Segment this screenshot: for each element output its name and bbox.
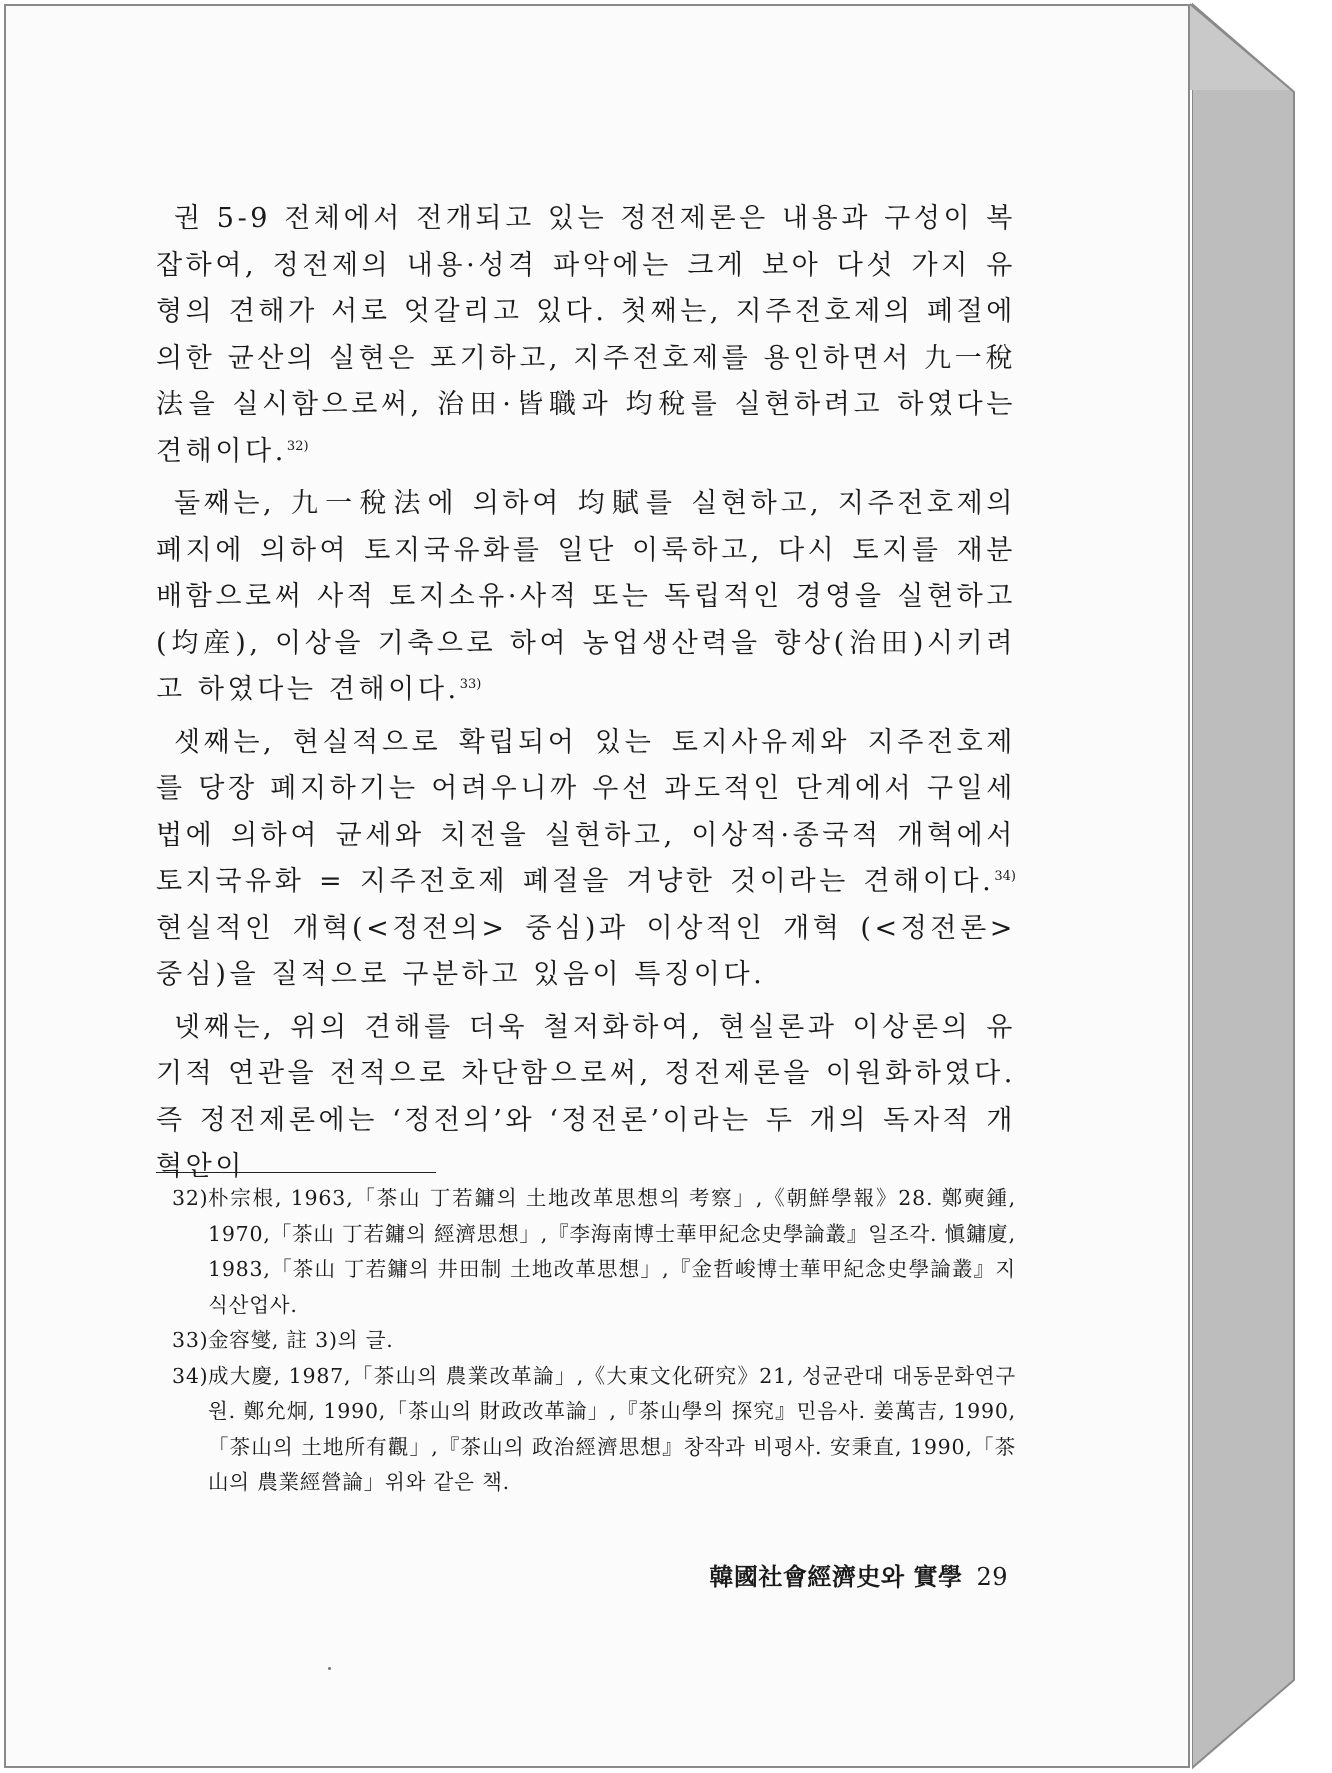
paragraph-2-text: 둘째는, 九一稅法에 의하여 均賦를 실현하고, 지주전호제의 폐지에 의하여 토지국유화를 일단 이룩하고, 다시 토지를 재분배함으로써 사적 토지소유·사적 또는 독립적인 경영을 실현하고(均産), 이상을 기축으로 하여 농업생산력을 향상(治田)시키려고 하였다는 견해이다. bbox=[156, 488, 1016, 705]
footnote-ref-33: 33) bbox=[459, 677, 482, 692]
footnote-number: 33) bbox=[172, 1328, 209, 1352]
paragraph-3-text-after: 현실적인 개혁(<정전의> 중심)과 이상적인 개혁 (<정전론> 중심)을 질적으로 구분하고 있음이 특징이다. bbox=[156, 912, 1016, 990]
footnote-number: 34) bbox=[172, 1363, 209, 1388]
book-title: 韓國社會經濟史와 實學 bbox=[709, 1562, 963, 1591]
footnote-32 bbox=[156, 1181, 1016, 1323]
paragraph-1-text: 권 5-9 전체에서 전개되고 있는 정전제론은 내용과 구성이 복잡하여, 정전제의 내용·성격 파악에는 크게 보아 다섯 가지 유형의 견해가 서로 엇갈리고 있다. 첫째는, 지주전호제의 폐절에 의한 균산의 실현은 포기하고, 지주전호제를 용인하면서 九一稅法을 실시함으로써, 治田·皆職과 均稅를 실현하려고 하였다는 견해이다. bbox=[156, 203, 1016, 467]
paragraph-2 bbox=[156, 481, 1016, 714]
footnote-text: 金容燮, 註 3)의 글. bbox=[208, 1328, 394, 1352]
body-text bbox=[156, 196, 1016, 1197]
footnote-text: 成大慶, 1987,「茶山의 農業改革論」,《大東文化硏究》21, 성균관대 대동문화연구원. 鄭允炯, 1990,「茶山의 財政改革論」,『茶山學의 探究』민음사. 姜萬吉, 1990,「茶山의 土地所有觀」,『茶山의 政治經濟思想』창작과 비평사. 安秉直, 1990,「茶山의 農業經營論」위와 같은 책. bbox=[208, 1363, 1016, 1494]
paragraph-4-text: 넷째는, 위의 견해를 더욱 철저화하여, 현실론과 이상론의 유기적 연관을 전적으로 차단함으로써, 정전제론을 이원화하였다. 즉 정전제론에는 ‘정전의’와 ‘정전론’이라는 두 개의 독자적 개혁안이 bbox=[156, 1011, 1016, 1182]
running-footer bbox=[709, 1557, 1008, 1592]
footnote-33 bbox=[156, 1323, 1016, 1359]
paragraph-4 bbox=[156, 1005, 1016, 1191]
footnote-divider bbox=[156, 1172, 436, 1173]
paragraph-1 bbox=[156, 196, 1016, 475]
footnote-34 bbox=[156, 1359, 1016, 1501]
footnote-ref-32: 32) bbox=[286, 438, 309, 454]
document-page bbox=[4, 4, 1190, 1768]
footnote-text: 朴宗根, 1963,「茶山 丁若鏞의 土地改革思想의 考察」,《朝鮮學報》28. 鄭奭鍾, 1970,「茶山 丁若鏞의 經濟思想」,『李海南博士華甲紀念史學論叢』일조각. 愼鏞廈, 1983,「茶山 丁若鏞의 井田制 土地改革思想」,『金哲峻博士華甲紀念史學論叢』지식산업사. bbox=[208, 1186, 1016, 1317]
book-side-edge bbox=[1192, 0, 1332, 1773]
footnote-number: 32) bbox=[172, 1186, 209, 1210]
footnote-ref-34: 34) bbox=[994, 869, 1016, 884]
page-number: 29 bbox=[976, 1563, 1008, 1591]
footnotes bbox=[156, 1181, 1016, 1501]
paragraph-3-text-before: 셋째는, 현실적으로 확립되어 있는 토지사유제와 지주전호제를 당장 폐지하기는 어려우니까 우선 과도적인 단계에서 구일세법에 의하여 균세와 치전을 실현하고, 이상적·종국적 개혁에서 토지국유화 = 지주전호제 폐절을 겨냥한 것이라는 견해이다. bbox=[156, 726, 1016, 897]
scan-speck bbox=[328, 1667, 331, 1670]
paragraph-3 bbox=[156, 720, 1016, 999]
